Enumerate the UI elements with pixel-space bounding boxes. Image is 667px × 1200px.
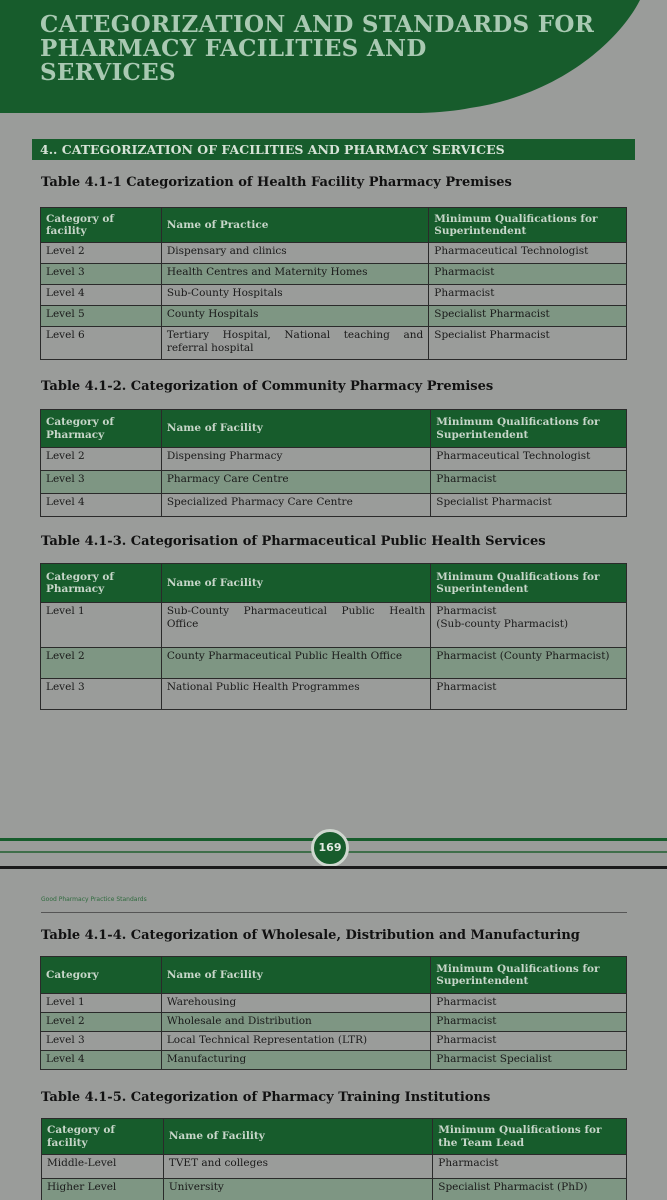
- table-cell: Level 2: [41, 448, 162, 471]
- column-header: Name of Practice: [161, 208, 428, 243]
- table-row: [41, 306, 627, 327]
- table-row: [41, 327, 627, 360]
- column-header: Name of Facility: [161, 957, 430, 994]
- table-cell: Pharmacist: [431, 679, 627, 710]
- table-cell: Sub-County Pharmaceutical Public Health Office: [161, 603, 430, 648]
- column-header: Category of facility: [42, 1119, 164, 1155]
- table-caption: Table 4.1-2. Categorization of Community Pharmacy Premises: [41, 379, 494, 394]
- table-row: [42, 1179, 627, 1200]
- wholesale-table: [40, 956, 627, 1070]
- column-header: Minimum Qualifications for Superintendent: [431, 957, 627, 994]
- table-cell: Level 1: [41, 994, 162, 1013]
- column-header: Minimum Qualifications for Superintendent: [429, 208, 627, 243]
- table-cell: Warehousing: [161, 994, 430, 1013]
- table-row: [41, 264, 627, 285]
- table-row: [41, 679, 627, 710]
- table-cell: Health Centres and Maternity Homes: [161, 264, 428, 285]
- table-cell: Level 2: [41, 1013, 162, 1032]
- column-header: Name of Facility: [163, 1119, 432, 1155]
- table-cell: Middle-Level: [42, 1155, 164, 1179]
- column-header: Category of facility: [41, 208, 162, 243]
- table-cell: Pharmacist: [433, 1155, 627, 1179]
- table-cell: Level 4: [41, 494, 162, 517]
- table-cell: County Hospitals: [161, 306, 428, 327]
- title-banner: [0, 0, 667, 115]
- community-pharmacy-table: [40, 409, 627, 517]
- table-row: [41, 1013, 627, 1032]
- table-row: [41, 285, 627, 306]
- table-cell: Level 2: [41, 243, 162, 264]
- table-cell: Higher Level: [42, 1179, 164, 1200]
- table-cell: Level 3: [41, 679, 162, 710]
- column-header: Minimum Qualifications for Superintendent: [431, 564, 627, 603]
- table-cell: Specialist Pharmacist: [431, 494, 627, 517]
- table-cell: National Public Health Programmes: [161, 679, 430, 710]
- table-cell: Pharmacist (County Pharmacist): [431, 648, 627, 679]
- table-cell: Pharmacist: [429, 264, 627, 285]
- title-line: SERVICES: [40, 59, 176, 86]
- table-cell: Dispensing Pharmacy: [161, 448, 430, 471]
- table-cell: Specialist Pharmacist: [429, 327, 627, 360]
- table-cell: Level 1: [41, 603, 162, 648]
- column-header: Minimum Qualifications for the Team Lead: [433, 1119, 627, 1155]
- table-cell: Local Technical Representation (LTR): [161, 1032, 430, 1051]
- training-institutions-table: [41, 1118, 627, 1200]
- column-header: Name of Facility: [161, 564, 430, 603]
- table-row: [41, 603, 627, 648]
- table-row: [42, 1155, 627, 1179]
- table-cell: Level 3: [41, 1032, 162, 1051]
- table-cell: Level 2: [41, 648, 162, 679]
- table-cell: Pharmacist: [431, 994, 627, 1013]
- table-row: [41, 448, 627, 471]
- table-cell: Specialized Pharmacy Care Centre: [161, 494, 430, 517]
- header-rule: [41, 912, 627, 913]
- table-caption: Table 4.1-1 Categorization of Health Facility Pharmacy Premises: [41, 175, 512, 190]
- table-cell: Pharmacy Care Centre: [161, 471, 430, 494]
- table-row: [41, 648, 627, 679]
- table-row: [41, 494, 627, 517]
- table-cell: Level 4: [41, 1051, 162, 1070]
- table-cell: Level 3: [41, 264, 162, 285]
- table-cell: Tertiary Hospital, National teaching and referral hospital: [161, 327, 428, 360]
- column-header: Category: [41, 957, 162, 994]
- column-header: Name of Facility: [161, 410, 430, 448]
- table-row: [41, 471, 627, 494]
- table-caption: Table 4.1-3. Categorisation of Pharmaceutical Public Health Services: [41, 534, 546, 549]
- table-cell: Pharmacist: [431, 1032, 627, 1051]
- page-number: 169: [311, 829, 349, 867]
- running-head: Good Pharmacy Practice Standards: [41, 896, 147, 903]
- title-line: PHARMACY FACILITIES AND: [40, 35, 427, 62]
- table-cell: Pharmacist Specialist: [431, 1051, 627, 1070]
- page-break: [0, 866, 667, 869]
- column-header: Category of Pharmacy: [41, 564, 162, 603]
- table-caption: Table 4.1-4. Categorization of Wholesale, Distribution and Manufacturing: [41, 928, 580, 943]
- table-cell: Pharmacist: [431, 1013, 627, 1032]
- table-cell: Manufacturing: [161, 1051, 430, 1070]
- table-cell: Pharmaceutical Technologist: [431, 448, 627, 471]
- table-cell: County Pharmaceutical Public Health Office: [161, 648, 430, 679]
- table-cell: Pharmacist: [431, 471, 627, 494]
- page-title: [40, 13, 620, 85]
- table-cell: University: [163, 1179, 432, 1200]
- health-facility-table: [40, 207, 627, 360]
- section-heading: 4.. CATEGORIZATION OF FACILITIES AND PHARMACY SERVICES: [32, 139, 635, 160]
- table-cell: Level 5: [41, 306, 162, 327]
- table-cell: Sub-County Hospitals: [161, 285, 428, 306]
- table-cell: TVET and colleges: [163, 1155, 432, 1179]
- table-cell: Specialist Pharmacist: [429, 306, 627, 327]
- table-cell: Pharmacist: [429, 285, 627, 306]
- table-cell: Level 6: [41, 327, 162, 360]
- title-line: CATEGORIZATION AND STANDARDS FOR: [40, 11, 595, 38]
- table-cell: Dispensary and clinics: [161, 243, 428, 264]
- column-header: Minimum Qualifications for Superintendent: [431, 410, 627, 448]
- table-cell: Level 4: [41, 285, 162, 306]
- table-row: [41, 994, 627, 1013]
- column-header: Category of Pharmacy: [41, 410, 162, 448]
- table-caption: Table 4.1-5. Categorization of Pharmacy Training Institutions: [41, 1090, 491, 1105]
- table-cell: Wholesale and Distribution: [161, 1013, 430, 1032]
- table-row: [41, 1032, 627, 1051]
- table-cell: Level 3: [41, 471, 162, 494]
- table-row: [41, 1051, 627, 1070]
- table-cell: Pharmaceutical Technologist: [429, 243, 627, 264]
- public-health-table: [40, 563, 627, 710]
- table-row: [41, 243, 627, 264]
- table-cell: Pharmacist (Sub-county Pharmacist): [431, 603, 627, 648]
- table-cell: Specialist Pharmacist (PhD): [433, 1179, 627, 1200]
